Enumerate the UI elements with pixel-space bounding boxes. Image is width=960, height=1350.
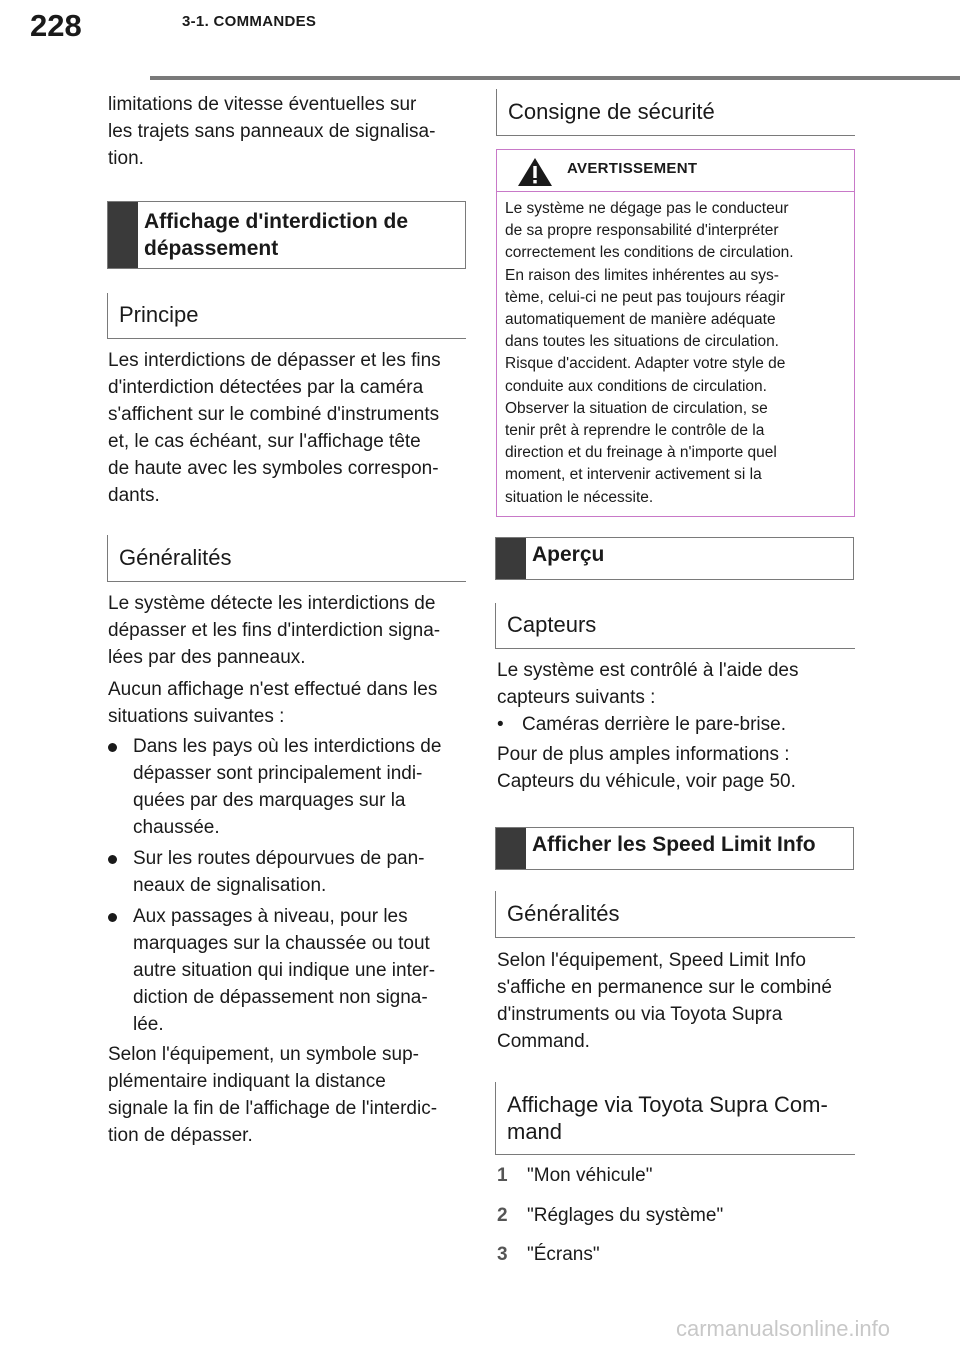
heading-bar	[496, 538, 526, 579]
step-item	[497, 1202, 724, 1229]
heading-bar	[108, 202, 138, 268]
subheading-capteurs	[495, 603, 855, 649]
step-text: "Mon véhicule"	[527, 1165, 653, 1186]
warning-text: Le système ne dégage pas le conducteur de sa propre responsabilité d'interpréter correctement les conditions de circulation. En raison des limites inhérentes au sys- tème, celui-ci ne peut pas toujours réagir automatiquement de manière adéquate dans toutes les situations de circulation. Risque d'accident. Adapter votre style de conduite aux conditions de circulation. Observer la situation de circulation, se tenir prêt à reprendre le contrôle de la direction et du freinage à n'importe quel moment, et intervenir activement si la situation le nécessite.	[505, 200, 794, 506]
subheading-text: Consigne de sécurité	[508, 99, 715, 124]
watermark: carmanualsonline.info	[676, 1316, 891, 1341]
subheading-generalites	[107, 535, 466, 582]
capteurs-paragraph: Le système est contrôlé à l'aide des capteurs suivants :	[497, 660, 799, 708]
section-heading-overtaking	[107, 201, 466, 269]
subheading-text: Généralités	[507, 901, 620, 926]
subheading-generalites-right	[495, 891, 855, 938]
warning-triangle-icon	[517, 157, 553, 187]
bullet-icon	[108, 913, 117, 922]
subheading-principe	[107, 293, 466, 339]
section-heading-text: Aperçu	[532, 543, 605, 566]
step-number: 3	[497, 1244, 508, 1265]
step-number: 1	[497, 1165, 508, 1186]
intro-paragraph: limitations de vitesse éventuelles sur les trajets sans panneaux de signalisa- tion.	[108, 94, 436, 169]
header-rule	[150, 76, 960, 80]
principe-paragraph: Les interdictions de dépasser et les fins d'interdiction détectées par la caméra s'affichent sur le combiné d'instruments et, le cas échéant, sur l'affichage tête de haute avec les symboles correspon- dants.	[108, 350, 441, 506]
subheading-text: Affichage via Toyota Supra Com- mand	[507, 1092, 828, 1144]
bullet-icon	[108, 743, 117, 752]
step-number: 2	[497, 1205, 508, 1226]
warning-box	[496, 149, 855, 517]
chapter-title: 3-1. COMMANDES	[182, 13, 317, 30]
subheading-supra-command	[495, 1082, 855, 1155]
subheading-text: Principe	[119, 302, 199, 327]
list-item: • Caméras derrière le pare-brise.	[497, 714, 786, 735]
info-paragraph: Pour de plus amples informations : Capteurs du véhicule, voir page 50.	[497, 744, 796, 792]
bullet-icon	[108, 855, 117, 864]
heading-bar	[496, 828, 526, 869]
section-heading-text: Afficher les Speed Limit Info	[532, 833, 816, 856]
step-item	[497, 1162, 653, 1189]
page-number: 228	[30, 8, 82, 43]
subheading-text: Généralités	[119, 545, 232, 570]
warning-header	[497, 150, 854, 192]
section-heading-speed-limit	[495, 827, 854, 870]
speed-limit-paragraph: Selon l'équipement, Speed Limit Info s'affiche en permanence sur le combiné d'instruments ou via Toyota Supra Command.	[497, 950, 832, 1052]
step-text: "Écrans"	[527, 1244, 600, 1265]
step-item	[497, 1241, 600, 1268]
subheading-safety	[496, 89, 855, 136]
section-heading-text: Affichage d'interdiction de dépassement	[144, 210, 409, 260]
closing-paragraph: Selon l'équipement, un symbole sup- plémentaire indiquant la distance signale la fin de l'affichage de l'interdic- tion de dépasser.	[108, 1044, 438, 1146]
section-heading-apercu	[495, 537, 854, 580]
subheading-text: Capteurs	[507, 612, 597, 637]
step-text: "Réglages du système"	[527, 1205, 724, 1226]
generalites-paragraph-2: Aucun affichage n'est effectué dans les situations suivantes :	[108, 679, 438, 727]
bullet-icon: •	[497, 714, 504, 735]
warning-title: AVERTISSEMENT	[567, 160, 698, 177]
generalites-paragraph-1: Le système détecte les interdictions de dépasser et les fins d'interdiction signa- lées par des panneaux.	[108, 593, 441, 668]
